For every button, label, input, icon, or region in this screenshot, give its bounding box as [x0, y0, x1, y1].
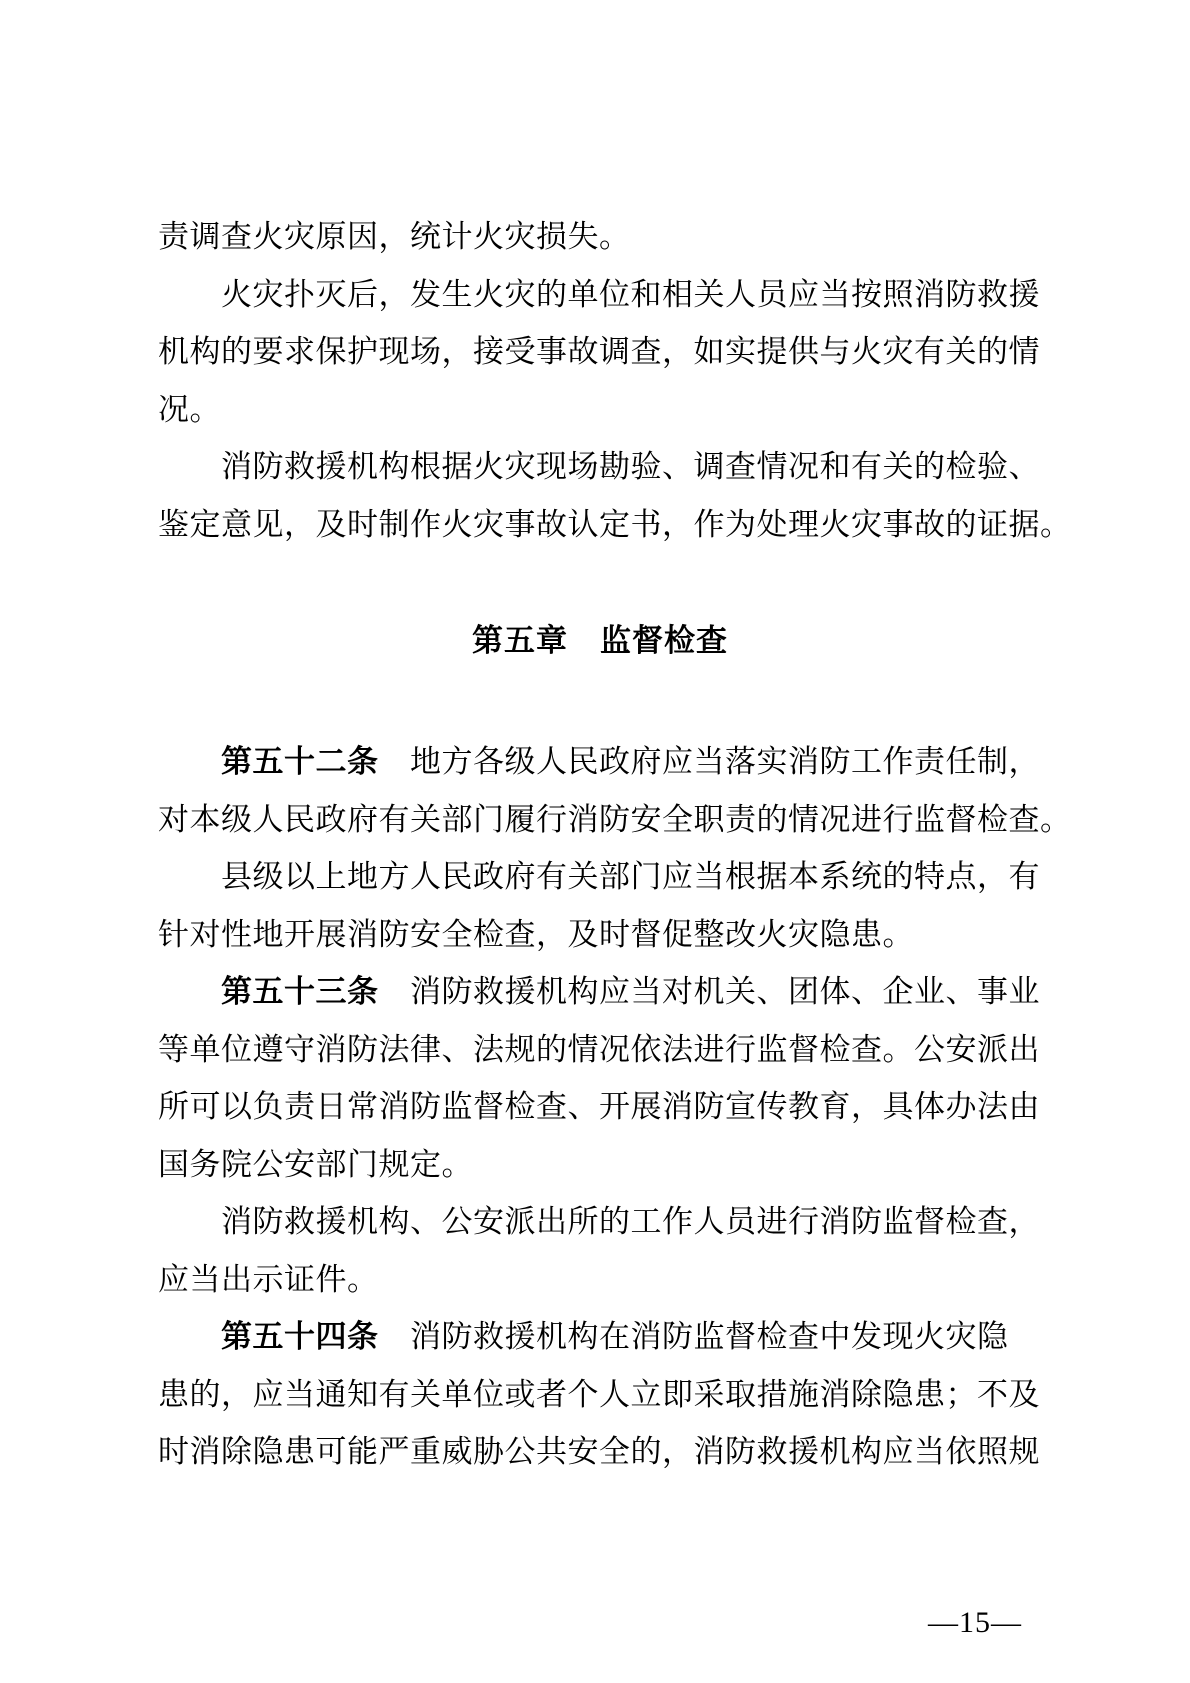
text-line: 消防救援机构、公安派出所的工作人员进行消防监督检查， [221, 1204, 1040, 1239]
text-line: 针对性地开展消防安全检查，及时督促整改火灾隐患。 [158, 916, 914, 952]
article-number: 第五十二条 [221, 744, 379, 779]
text-line: 火灾扑灭后，发生火灾的单位和相关人员应当按照消防救援 [221, 276, 1040, 312]
text-line [158, 963, 1042, 1021]
text-line: 等单位遵守消防法律、法规的情况依法进行监督检查。公安派出 [158, 1031, 1040, 1067]
article-number: 第五十三条 [221, 974, 379, 1009]
text-line: 时消除隐患可能严重威胁公共安全的，消防救援机构应当依照规 [158, 1434, 1040, 1469]
text-line: 责调查火灾原因，统计火灾损失。 [158, 219, 631, 254]
document-body [158, 208, 1072, 1481]
text-line [158, 1308, 1042, 1366]
text-line [158, 733, 1042, 791]
text-line: 对本级人民政府有关部门履行消防安全职责的情况进行监督检查。 [158, 801, 1072, 837]
article-text: 消防救援机构在消防监督检查中发现火灾隐 [378, 1319, 1009, 1354]
text-line: 消防救援机构根据火灾现场勘验、调查情况和有关的检验、 [221, 449, 1040, 484]
text-line: 所可以负责日常消防监督检查、开展消防宣传教育，具体办法由 [158, 1089, 1040, 1124]
chapter-heading: 第五章 监督检查 [472, 623, 728, 658]
article-text: 消防救援机构应当对机关、团体、企业、事业 [378, 974, 1040, 1009]
text-line: 患的，应当通知有关单位或者个人立即采取措施消除隐患；不及 [158, 1376, 1040, 1412]
page-number: —15— [928, 1606, 1022, 1639]
text-line: 鉴定意见，及时制作火灾事故认定书，作为处理火灾事故的证据。 [158, 506, 1072, 542]
article-number: 第五十四条 [221, 1319, 379, 1354]
article-text: 地方各级人民政府应当落实消防工作责任制， [378, 744, 1040, 779]
text-line: 国务院公安部门规定。 [158, 1146, 473, 1182]
text-line: 县级以上地方人民政府有关部门应当根据本系统的特点，有 [221, 859, 1040, 894]
text-line: 机构的要求保护现场，接受事故调查，如实提供与火灾有关的情 [158, 334, 1040, 369]
text-line: 应当出示证件。 [158, 1261, 379, 1297]
text-line: 况。 [158, 391, 221, 427]
